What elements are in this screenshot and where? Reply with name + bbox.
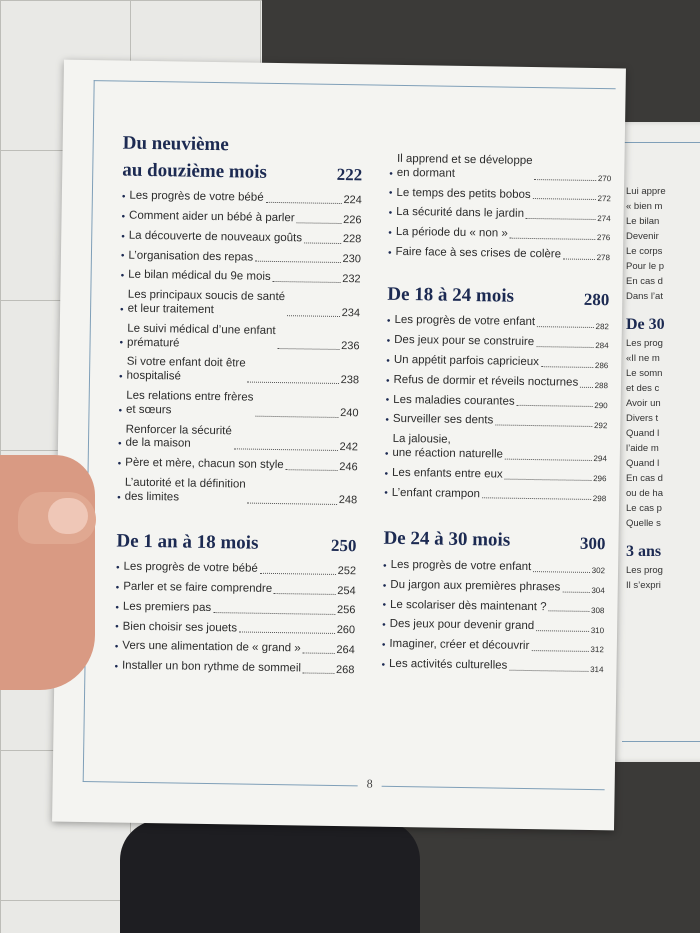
bullet-icon: • [383, 560, 387, 572]
toc-entry-page: 274 [597, 213, 611, 223]
leader-dots [247, 502, 336, 504]
toc-entry-page: 226 [343, 213, 362, 226]
partial-entry: « bien m [626, 201, 663, 212]
toc-entry-page: 238 [340, 373, 360, 387]
next-page [612, 122, 700, 762]
bullet-icon: • [117, 438, 122, 450]
toc-entry-page: 246 [339, 460, 358, 474]
toc-entry-label: L’autorité et la définition des limites [124, 476, 246, 504]
bullet-icon: • [388, 207, 393, 219]
toc-entry[interactable] [121, 249, 361, 267]
toc-entry-label: Le scolariser dès maintenant ? [389, 598, 547, 613]
toc-entry-page: 224 [343, 193, 362, 207]
leader-dots [495, 425, 592, 428]
bullet-icon: • [118, 405, 123, 417]
leader-dots [482, 498, 591, 501]
bullet-icon: • [115, 582, 120, 594]
toc-entry-page: 248 [338, 494, 358, 507]
toc-entry-page: 298 [592, 493, 607, 503]
leader-dots [303, 653, 335, 654]
lap-background [120, 820, 420, 933]
toc-entry-page: 230 [342, 253, 362, 266]
toc-entry[interactable] [389, 206, 611, 223]
bullet-icon: • [388, 227, 392, 239]
bullet-icon: • [385, 395, 390, 407]
toc-entry[interactable] [115, 600, 355, 618]
section-title [116, 528, 356, 558]
leader-dots [531, 650, 588, 652]
bullet-icon: • [118, 371, 123, 383]
toc-entry-page: 252 [337, 564, 357, 578]
toc-entry-label: Des jeux pour se construire [394, 334, 535, 349]
toc-entry-label: Les relations entre frères et sœurs [125, 389, 254, 417]
bullet-icon: • [385, 375, 390, 387]
toc-entry-page: 276 [596, 233, 611, 243]
leader-dots [213, 612, 335, 615]
leader-dots [260, 573, 336, 575]
partial-entry: Pour le p [626, 261, 665, 272]
section-page-number: 280 [583, 289, 610, 309]
toc-entry-page: 282 [595, 321, 609, 331]
toc-entry-label: Père et mère, chacun son style [125, 456, 284, 472]
bullet-icon: • [119, 337, 124, 349]
toc-entry-label: Faire face à ses crises de colère [395, 245, 562, 261]
toc-entry-label: Renforcer la sécurité de la maison [125, 423, 232, 451]
partial-section-title: De 30 [626, 316, 665, 333]
toc-entry-page: 260 [336, 624, 356, 637]
leader-dots [537, 326, 593, 328]
toc-entry-page: 232 [342, 273, 361, 286]
toc-entry[interactable] [389, 153, 611, 184]
toc-entry-page: 270 [597, 174, 612, 184]
leader-dots [234, 448, 338, 451]
toc-entry[interactable] [382, 638, 604, 655]
bullet-icon: • [387, 247, 392, 259]
toc-entry[interactable] [119, 322, 359, 353]
partial-entry: Divers t [626, 413, 659, 424]
leader-dots [247, 382, 338, 384]
toc-entry-page: 296 [593, 473, 607, 484]
toc-entry-label: Si votre enfant doit être hospitalisé [126, 356, 246, 383]
bullet-icon: • [382, 619, 386, 631]
partial-entry: Le bilan [626, 216, 660, 227]
toc-entry[interactable] [383, 578, 605, 595]
toc-entry[interactable] [115, 640, 355, 658]
toc-entry-label: Les principaux soucis de santé et leur traitement [127, 288, 286, 316]
spacer [384, 500, 606, 529]
leader-dots [255, 261, 340, 263]
toc-entry-label: L’enfant crampon [391, 486, 481, 500]
toc-entry-label: Refus de dormir et réveils nocturnes [393, 373, 579, 389]
partial-section-title: 3 ans [626, 543, 662, 560]
toc-entry[interactable] [386, 393, 608, 410]
bullet-icon: • [117, 492, 121, 504]
toc-entry-page: 264 [336, 643, 355, 657]
toc-entry-page: 228 [342, 233, 362, 246]
toc-entry[interactable] [121, 229, 361, 247]
thumb-nail [48, 498, 88, 534]
section-page-number: 250 [330, 536, 357, 556]
toc-entry[interactable] [116, 580, 356, 598]
toc-entry-page: 304 [591, 585, 605, 596]
toc-entry-label: Les progrès de votre enfant [390, 558, 532, 573]
toc-entry-label: Les progrès de votre bébé [129, 189, 264, 204]
toc-entry[interactable] [115, 620, 355, 638]
right-column [381, 147, 611, 675]
toc-entry-label: Le temps des petits bobos [396, 186, 531, 201]
toc-entry[interactable] [385, 413, 607, 430]
toc-entry-label: Bien choisir ses jouets [122, 620, 238, 634]
toc-entry[interactable] [118, 457, 358, 475]
bullet-icon: • [117, 458, 122, 470]
bullet-icon: • [384, 448, 389, 460]
section-title-text: De 24 à 30 mois [383, 528, 511, 552]
bullet-icon: • [114, 661, 119, 673]
section-page-number: 222 [336, 165, 363, 185]
toc-entry[interactable] [118, 389, 358, 420]
toc-entry-label: La découverte de nouveaux goûts [128, 229, 303, 245]
toc-entry-page: 310 [590, 625, 605, 635]
toc-entry[interactable] [121, 269, 361, 287]
bullet-icon: • [382, 580, 387, 592]
leader-dots [505, 458, 592, 460]
toc-entry[interactable] [120, 289, 360, 320]
toc-entry-page: 254 [337, 584, 356, 597]
toc-entry-page: 278 [596, 253, 611, 263]
section-page-number: 300 [579, 533, 606, 554]
partial-entry: Les prog [626, 338, 663, 349]
toc-entry[interactable] [386, 354, 608, 371]
toc-entry-label: La sécurité dans le jardin [396, 206, 525, 221]
bullet-icon: • [386, 315, 391, 327]
toc-entry-page: 286 [594, 361, 609, 371]
toc-entry-page: 290 [594, 400, 608, 410]
leader-dots [286, 469, 338, 471]
toc-entry-label: Les maladies courantes [393, 393, 515, 408]
toc-entry-label: Le bilan médical du 9e mois [128, 269, 271, 284]
toc-entry-label: Le suivi médical d’une enfant prématuré [127, 322, 276, 350]
partial-entry: Le cas p [626, 503, 662, 514]
leader-dots [517, 405, 593, 407]
bullet-icon: • [120, 270, 125, 282]
toc-entry-label: Parler et se faire comprendre [123, 580, 273, 595]
toc-entry[interactable] [384, 466, 606, 483]
leader-dots [273, 281, 341, 283]
partial-entry: Les prog [626, 565, 663, 576]
bullet-icon: • [381, 639, 386, 651]
bullet-icon: • [115, 621, 119, 633]
bullet-icon: • [115, 562, 120, 574]
partial-entry: l’aide m [626, 443, 659, 454]
leader-dots [526, 218, 595, 220]
partial-entry: Il s’expri [626, 580, 661, 591]
leader-dots [287, 315, 340, 317]
leader-dots [303, 672, 334, 673]
toc-entry-page: 314 [590, 665, 604, 675]
leader-dots [562, 591, 589, 592]
toc-entry-label: Les premiers pas [122, 600, 212, 614]
section-title-text: Du neuvième au douzième mois [122, 132, 268, 183]
leader-dots [533, 198, 596, 200]
toc-entry-label: Du jargon aux premières phrases [390, 578, 561, 594]
toc-entry-page: 288 [594, 380, 609, 391]
bullet-icon: • [389, 168, 393, 180]
section-title [387, 282, 609, 312]
toc-entry[interactable] [116, 561, 356, 579]
leader-dots [534, 179, 596, 181]
toc-entry[interactable] [389, 186, 611, 203]
partial-entry: Quand l [626, 428, 660, 439]
toc-entry-label: Les activités culturelles [388, 657, 508, 672]
leader-dots [536, 346, 593, 348]
partial-entry: Avoir un [626, 398, 661, 409]
toc-entry-label: Installer un bon rythme de sommeil [121, 659, 302, 675]
hand [0, 455, 95, 690]
toc-entry[interactable] [382, 598, 604, 615]
toc-entry-page: 312 [590, 645, 604, 655]
toc-entry[interactable] [388, 226, 610, 243]
toc-entry[interactable] [119, 356, 359, 387]
leader-dots [549, 611, 590, 613]
toc-entry-label: Les progrès de votre enfant [394, 314, 536, 329]
bullet-icon: • [382, 600, 387, 612]
toc-entry-page: 292 [593, 420, 608, 430]
section-title-text: De 18 à 24 mois [387, 283, 515, 307]
toc-entry[interactable] [383, 559, 605, 576]
toc-entry-label: Il apprend et se développe en dormant [396, 152, 533, 180]
partial-entry: En cas d [626, 473, 663, 484]
leader-dots [505, 478, 592, 480]
bullet-icon: • [115, 602, 120, 614]
toc-entry[interactable] [387, 334, 609, 351]
leader-dots [509, 669, 588, 671]
table-of-contents-page [52, 60, 626, 831]
left-column [114, 131, 362, 678]
toc-entry[interactable] [122, 190, 362, 208]
section-title [122, 131, 363, 188]
toc-entry[interactable] [118, 423, 358, 454]
toc-entry-label: La période du « non » [395, 226, 508, 240]
bullet-icon: • [114, 641, 119, 653]
toc-entry[interactable] [382, 618, 604, 635]
partial-entry: Devenir [626, 231, 659, 242]
section-title-text: De 1 an à 18 mois [116, 530, 259, 554]
leader-dots [266, 202, 342, 204]
partial-entry: Le somn [626, 368, 663, 379]
bullet-icon: • [381, 659, 386, 671]
leader-dots [536, 630, 589, 632]
leader-dots [255, 415, 338, 417]
bullet-icon: • [386, 355, 390, 367]
toc-entry-label: Les enfants entre eux [391, 466, 503, 481]
toc-entry[interactable] [121, 210, 361, 228]
toc-entry-label: Comment aider un bébé à parler [128, 209, 295, 225]
toc-entry[interactable] [387, 314, 609, 331]
leader-dots [510, 238, 595, 240]
partial-entry: Le corps [626, 246, 663, 257]
partial-entry: ou de ha [626, 488, 663, 499]
toc-entry-page: 234 [341, 306, 361, 319]
toc-entry-label: Un appétit parfois capricieux [393, 353, 540, 369]
next-page-text [626, 182, 666, 591]
toc-entry[interactable] [117, 476, 357, 507]
toc-entry-label: Imaginer, créer et découvrir [389, 637, 530, 653]
partial-entry: et des c [626, 383, 660, 394]
partial-entry: Dans l’at [626, 291, 663, 302]
bullet-icon: • [121, 211, 126, 223]
bullet-icon: • [388, 188, 393, 200]
toc-entry-label: Surveiller ses dents [392, 413, 494, 427]
bullet-icon: • [384, 488, 388, 500]
toc-entry-page: 268 [336, 663, 355, 676]
leader-dots [239, 632, 335, 635]
bullet-icon: • [121, 191, 126, 203]
toc-entry[interactable] [385, 433, 607, 464]
toc-entry-page: 242 [339, 440, 359, 454]
partial-entry: En cas d [626, 276, 663, 287]
bullet-icon: • [384, 468, 389, 480]
section-title [383, 526, 605, 556]
bullet-icon: • [385, 414, 389, 426]
toc-entry-label: Vers une alimentation de « grand » [122, 639, 301, 655]
page-number: 8 [358, 776, 382, 791]
toc-entry-page: 240 [340, 407, 359, 420]
leader-dots [274, 593, 335, 595]
leader-dots [533, 571, 589, 573]
leader-dots [304, 242, 341, 244]
partial-entry: Quand l [626, 458, 660, 469]
leader-dots [541, 366, 593, 368]
leader-dots [277, 348, 339, 350]
toc-entry-page: 294 [593, 454, 607, 464]
toc-entry-page: 308 [591, 605, 605, 615]
toc-entry-page: 272 [597, 193, 611, 204]
leader-dots [580, 386, 592, 387]
bullet-icon: • [120, 250, 125, 262]
toc-entry-page: 236 [341, 340, 360, 353]
toc-entry-label: La jalousie, une réaction naturelle [392, 432, 504, 461]
toc-entry-page: 302 [591, 566, 606, 576]
toc-entry-page: 256 [336, 604, 356, 617]
toc-entry-label: Les progrès de votre bébé [123, 560, 258, 575]
bullet-icon: • [120, 304, 124, 316]
bullet-icon: • [386, 335, 391, 347]
toc-entry-label: L’organisation des repas [128, 249, 254, 264]
partial-entry: Quelle s [626, 518, 661, 529]
toc-entry-page: 284 [595, 341, 609, 351]
partial-entry: Lui appre [626, 186, 666, 197]
leader-dots [563, 258, 595, 259]
partial-entry: «Il ne m [626, 353, 660, 364]
leader-dots [297, 222, 342, 224]
bullet-icon: • [121, 231, 125, 243]
toc-entry[interactable] [386, 373, 608, 390]
toc-entry-label: Des jeux pour devenir grand [389, 618, 535, 633]
